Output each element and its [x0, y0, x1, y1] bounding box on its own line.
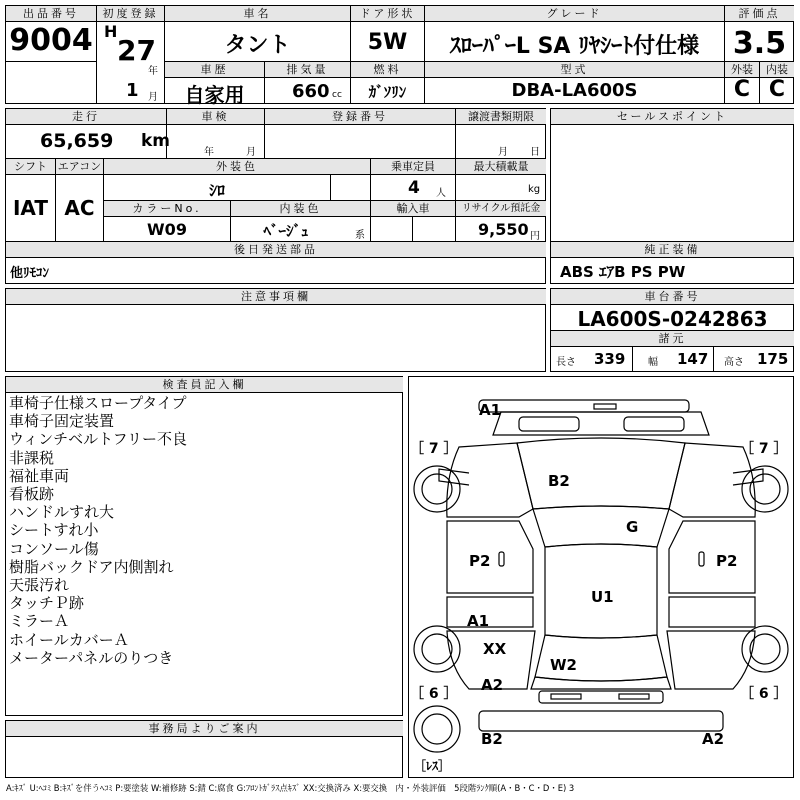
color-no-label: カラーNo.: [104, 201, 230, 217]
shift: IAT: [12, 196, 48, 220]
inspection-year-unit: 年: [204, 147, 214, 158]
shift-label: シフト: [6, 159, 55, 175]
int-color-label: 内装色: [231, 201, 370, 217]
month-unit: 月: [148, 92, 158, 103]
int-color-unit: 系: [355, 230, 365, 241]
color-no: W09: [147, 220, 187, 239]
tyre-depth-front-right: ［ 7 ］: [740, 441, 788, 457]
length: 339: [594, 350, 626, 368]
score-label: 評価点: [725, 6, 794, 22]
inspector-note: 天張汚れ: [9, 576, 70, 595]
chassis-number: LA600S-0242863: [577, 307, 768, 331]
dims-label: 諸元: [551, 331, 794, 347]
inspector-note: 車椅子固定装置: [9, 412, 115, 431]
inspector-note: メーターパネルのりつき: [9, 648, 174, 667]
ac-label: エアコン: [57, 160, 102, 173]
fuel-label: 燃料: [351, 62, 424, 78]
car-name: タント: [224, 33, 291, 58]
width-label: 幅: [648, 357, 658, 368]
later-parts: 他ﾘﾓｺﾝ: [10, 266, 50, 281]
history-label: 車歴: [165, 62, 264, 78]
int-color: ﾍﾞｰｼﾞｭ: [263, 222, 309, 240]
model: DBA-LA600S: [511, 80, 638, 101]
mark-b2-hood: B2: [548, 472, 570, 490]
transfer-day-unit: 日: [530, 147, 540, 158]
mark-a2-bottom: A2: [702, 730, 725, 748]
month: 1: [126, 80, 139, 101]
door-label: ドア形状: [351, 6, 424, 22]
caution-label: 注意事項欄: [6, 289, 546, 305]
later-parts-label: 後日発送部品: [6, 242, 546, 258]
inspector-label: 検査員記入欄: [6, 377, 403, 393]
lot-no: 9004: [9, 23, 93, 58]
transfer-month-unit: 月: [498, 147, 508, 158]
tyre-depth-rear-right: ［ 6 ］: [740, 686, 788, 702]
history: 自家用: [184, 83, 245, 107]
legend: A:ｷｽﾞ U:ﾍｺﾐ B:ｷｽﾞを伴うﾍｺﾐ P:要塗装 W:補修跡 S:錆 C:腐食 G:ﾌﾛﾝﾄｶﾞﾗｽ点ｷｽﾞ XX:交換済み X:要交換 内・外装評価 5段階ﾗﾝｸ順(A・B・C・D・E) 3: [6, 783, 575, 793]
year-unit: 年: [148, 66, 158, 77]
ext-color: ｼﾛ: [208, 181, 225, 200]
inspector-note: 福祉車両: [9, 466, 70, 485]
inspector-note: シートすれ小: [9, 521, 99, 540]
recycle-label: リサイクル預託金: [456, 201, 546, 217]
year: 27: [117, 34, 156, 67]
mark-a1-top: A1: [479, 401, 502, 419]
car-outline: [409, 377, 793, 777]
inspector-note: 樹脂バックドア内側割れ: [9, 557, 174, 576]
mark-b2-bottom: B2: [481, 730, 503, 748]
inspector-note: 看板跡: [9, 485, 55, 504]
recycle-fee: 9,550: [478, 220, 529, 239]
inspector-note: タッチＰ跡: [9, 594, 85, 613]
office-label: 事務局よりご案内: [6, 721, 403, 737]
equipment: ABS ｴｱB PS PW: [560, 263, 686, 281]
inspector-note: 車椅子仕様スロープタイプ: [9, 394, 187, 412]
inspector-notes: [9, 394, 399, 667]
capacity-label: 乗車定員: [371, 159, 455, 175]
inspection-label: 車検: [167, 109, 264, 125]
mark-u1: U1: [591, 588, 614, 606]
inspection-month-unit: 月: [246, 147, 256, 158]
length-label: 長さ: [556, 357, 576, 368]
mark-a2-left: A2: [481, 676, 504, 694]
interior-label: 内装: [760, 62, 794, 78]
mileage-unit: km: [141, 131, 171, 151]
ext-color-label: 外装色: [104, 159, 370, 175]
score: 3.5: [732, 26, 787, 61]
interior-grade: C: [768, 77, 786, 102]
displacement: 660: [292, 81, 330, 102]
car-name-label: 車名: [165, 6, 350, 22]
mileage-label: 走行: [6, 109, 166, 125]
import-label: 輸入車: [371, 201, 455, 217]
era: H: [104, 22, 118, 41]
mark-a1-left: A1: [467, 612, 490, 630]
model-label: 型式: [425, 62, 724, 78]
mileage: 65,659: [40, 130, 114, 152]
sales-point-label: セールスポイント: [551, 109, 794, 125]
displacement-unit: cc: [332, 90, 342, 100]
mark-g-glass: G: [626, 518, 639, 536]
exterior-grade: C: [733, 77, 751, 102]
width: 147: [677, 350, 709, 368]
recycle-unit: 円: [530, 231, 540, 242]
inspector-note: ホイールカバーＡ: [9, 630, 129, 649]
tyre-depth-front-left: ［ 7 ］: [410, 441, 458, 457]
fuel: ｶﾞｿﾘﾝ: [368, 83, 407, 101]
grade-label: グレード: [425, 6, 724, 22]
mark-p2-left: P2: [469, 552, 491, 570]
chassis-label: 車台番号: [551, 289, 794, 305]
first-reg-label: 初度登録: [97, 6, 164, 22]
grade: ｽﾛｰﾊﾟｰL SA ﾘﾔｼｰﾄ付仕様: [449, 34, 700, 59]
inspector-note: コンソール傷: [9, 539, 99, 558]
reg-no-label: 登録番号: [265, 109, 455, 125]
transfer-label: 譲渡書類期限: [456, 109, 546, 125]
exterior-label: 外装: [725, 62, 759, 78]
capacity-unit: 人: [436, 188, 446, 199]
ac: AC: [64, 196, 95, 220]
height: 175: [757, 350, 789, 368]
spare-tyre: ［ﾚｽ］: [414, 759, 451, 773]
mark-p2-right: P2: [716, 552, 738, 570]
height-label: 高さ: [724, 357, 744, 368]
capacity: 4: [408, 178, 420, 198]
lot-no-label: 出品番号: [6, 6, 96, 22]
door-type: 5W: [367, 30, 408, 55]
equipment-label: 純正装備: [551, 242, 794, 258]
max-load-label: 最大積載量: [456, 159, 546, 175]
max-load-unit: kg: [528, 184, 541, 195]
tyre-depth-rear-left: ［ 6 ］: [410, 686, 458, 702]
mark-xx: XX: [483, 640, 507, 658]
inspector-note: ミラーＡ: [9, 612, 70, 631]
inspector-note: 非課税: [9, 448, 55, 467]
inspector-note: ウィンチベルトフリー不良: [9, 430, 188, 449]
inspector-note: ハンドルすれ大: [9, 503, 115, 522]
mark-w2: W2: [550, 656, 577, 674]
displacement-label: 排気量: [265, 62, 350, 78]
